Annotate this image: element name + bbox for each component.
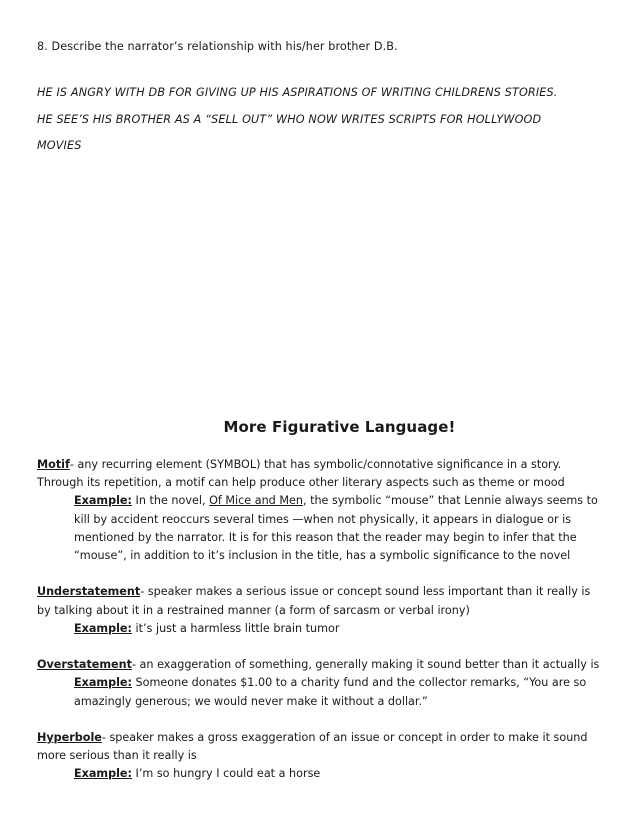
answer-line: HE IS ANGRY WITH DB FOR GIVING UP HIS ASPIRATIONS OF WRITING CHILDRENS STORIES. bbox=[37, 86, 558, 99]
term-understatement bbox=[37, 583, 607, 638]
term-example bbox=[37, 620, 607, 638]
term-definition-row bbox=[37, 456, 607, 492]
term-overstatement bbox=[37, 656, 607, 711]
terms-list bbox=[37, 456, 607, 802]
term-definition: - speaker makes a gross exaggeration of an issue or concept in order to make it sound more serious than it really is bbox=[37, 731, 588, 763]
answer-text bbox=[37, 80, 607, 160]
term-motif bbox=[37, 456, 607, 565]
term-definition-row bbox=[37, 729, 607, 765]
term-definition: - an exaggeration of something, generally making it sound better than it actually is bbox=[131, 658, 600, 672]
question-8: 8. Describe the narrator’s relationship with his/her brother D.B. bbox=[37, 40, 398, 53]
term-example bbox=[37, 765, 607, 783]
example-label: Example: bbox=[74, 767, 132, 781]
example-text-post: , the symbolic “mouse” that Lennie always seems to kill by accident reoccurs several times —when not physically, it appears in dialogue or is mentioned by the narrator. It is for this reason that the reader may begin to infer that the “mouse”, in addition to it’s inclusion in the title, has a symbolic significance to the novel bbox=[74, 494, 598, 563]
term-example bbox=[37, 492, 607, 565]
term-name: Overstatement bbox=[37, 658, 132, 672]
example-text: Someone donates $1.00 to a charity fund and the collector remarks, “You are so amazingly generous; we would never make it without a dollar.” bbox=[74, 676, 587, 708]
term-definition: - any recurring element (SYMBOL) that has symbolic/connotative significance in a story. Through its repetition, a motif can help produce other literary aspects such as theme or mood bbox=[37, 458, 565, 490]
answer-line: MOVIES bbox=[37, 139, 82, 152]
example-text: it’s just a harmless little brain tumor bbox=[131, 621, 340, 635]
term-definition: - speaker makes a serious issue or concept sound less important than it really is by talking about it in a restrained manner (a form of sarcasm or verbal irony) bbox=[37, 585, 591, 617]
term-definition-row bbox=[37, 656, 607, 674]
example-label: Example: bbox=[74, 676, 132, 690]
term-definition-row bbox=[37, 583, 607, 619]
example-text-pre: In the novel, bbox=[131, 494, 210, 508]
example-book-title: Of Mice and Men bbox=[209, 494, 303, 508]
example-label: Example: bbox=[74, 494, 132, 508]
term-example bbox=[37, 674, 607, 710]
term-name: Motif bbox=[37, 458, 70, 471]
answer-line: HE SEE’S HIS BROTHER AS A “SELL OUT” WHO NOW WRITES SCRIPTS FOR HOLLYWOOD bbox=[37, 112, 542, 126]
term-name: Hyperbole bbox=[37, 731, 102, 744]
term-name: Understatement bbox=[37, 585, 141, 599]
section-title: More Figurative Language! bbox=[223, 418, 456, 436]
example-label: Example: bbox=[74, 621, 132, 635]
term-hyperbole bbox=[37, 729, 607, 784]
example-text: I’m so hungry I could eat a horse bbox=[131, 767, 321, 781]
